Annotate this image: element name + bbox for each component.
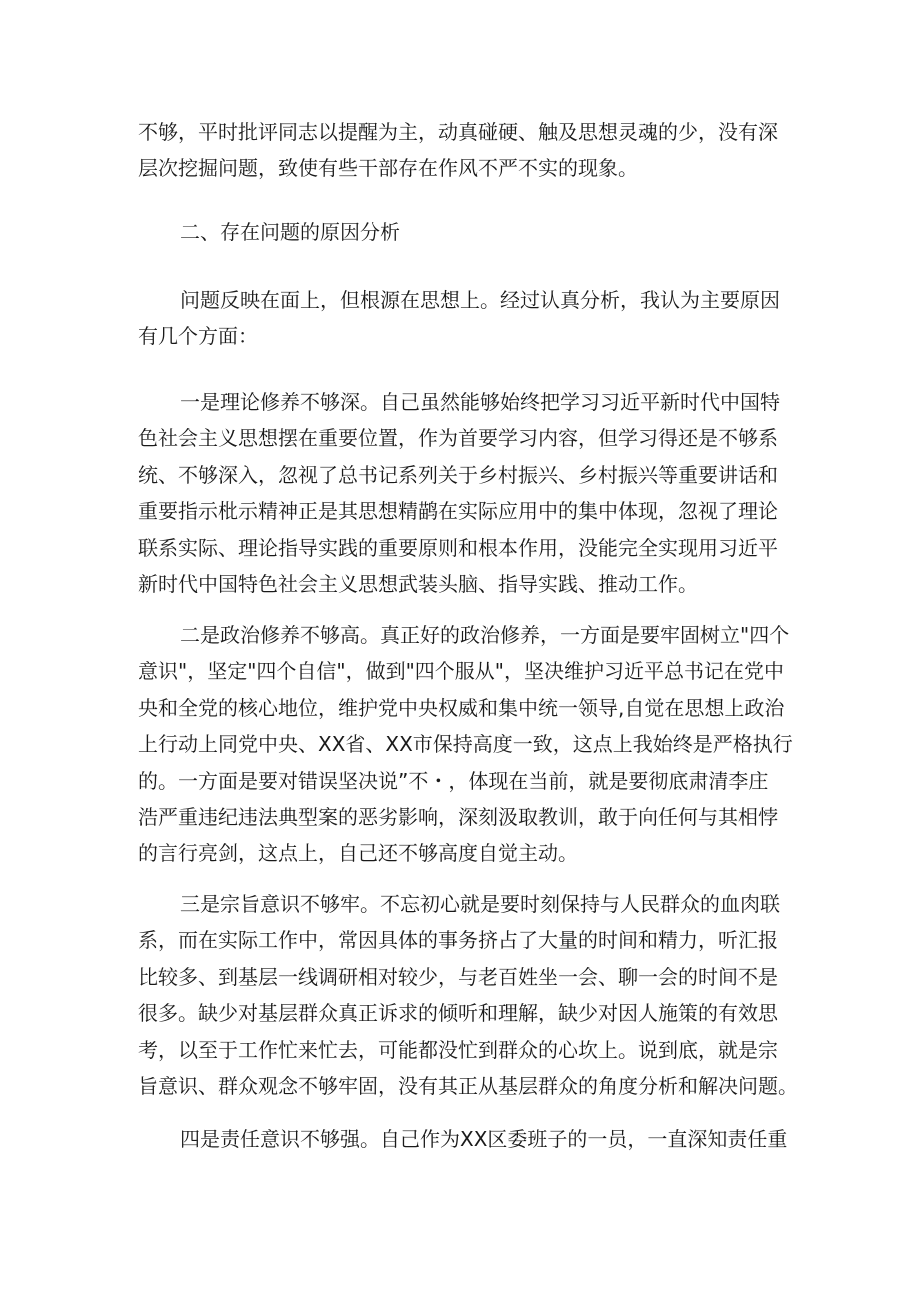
paragraph-politics	[138, 617, 798, 872]
text-line: 的。一方面是要对错误坚决说”不・，体现在当前，就是要彻底肃清李庄	[138, 768, 769, 793]
text-line: 四是责任意识不够强。自己作为XX区委班子的一员，一直深知责任重	[180, 1127, 788, 1151]
text-line: 不够，平时批评同志以提醒为主，动真碰硬、触及思想灵魂的少，没有深	[138, 120, 778, 144]
heading-text: 二、存在问题的原因分析	[180, 220, 400, 244]
text-line: 旨意识、群众观念不够牢固，没有其正从基层群众的角度分析和解决问题。	[138, 1073, 798, 1098]
text-line: 统、不够深入，忽视了总书记系列关于乡村振兴、乡村振兴等重要讲话和	[138, 462, 778, 487]
text-line: 色社会主义思想摆在重要位置，作为首要学习内容，但学习得还是不够系	[138, 426, 778, 451]
paragraph-intro	[138, 282, 798, 355]
paragraph-theory	[138, 384, 798, 602]
paragraph-continuation	[138, 114, 798, 187]
text-line: 新时代中国特色社会主义思想武装头脑、指导实践、推动工作。	[138, 571, 698, 596]
text-line: 层次挖掘问题，致使有些干部存在作风不严不实的现象。	[138, 156, 638, 181]
text-line: 问题反映在面上，但根源在思想上。经过认真分析，我认为主要原因	[180, 288, 780, 312]
text-line: 系，而在实际工作中，常因具体的事务挤占了大量的时间和精力，听汇报	[138, 928, 778, 953]
text-line: 很多。缺少对基层群众真正诉求的倾听和理解，缺少对因人施策的有效思	[138, 1001, 778, 1026]
text-line: 意识"，坚定"四个自信"，做到"四个服从"，坚决维护习近平总书记在党中	[138, 659, 784, 684]
paragraph-purpose	[138, 886, 798, 1104]
section-heading	[138, 214, 798, 250]
text-line: 考，以至于工作忙来忙去，可能都没忙到群众的心坎上。说到底，就是宗	[138, 1037, 778, 1062]
text-line: 央和全党的核心地位，维护党中央权威和集中统一领导,自觉在思想上政治	[138, 695, 785, 720]
text-line: 三是宗旨意识不够牢。不忘初心就是要时刻保持与人民群众的血肉联	[180, 892, 780, 916]
text-line: 联系实际、理论指导实践的重要原则和根本作用，没能完全实现用习近平	[138, 535, 778, 560]
text-line: 二是政治修养不够高。真正好的政治修养，一方面是要牢固树立"四个	[180, 623, 790, 647]
text-line: 上行动上同党中央、XX省、XX市保持高度一致，这点上我始终是严格执行	[138, 732, 793, 757]
text-line: 比较多、到基层一线调研相对较少，与老百姓坐一会、聊一会的时间不是	[138, 964, 778, 989]
text-line: 浩严重违纪违法典型案的恶劣影响，深刻汲取教训，敢于向任何与其相悖	[138, 804, 778, 829]
text-line: 重要指示枇示精神正是其思想精鹋在实际应用中的集中体现，忽视了理论	[138, 499, 778, 524]
text-line: 一是理论修养不够深。自己虽然能够始终把学习习近平新时代中国特	[180, 390, 780, 414]
text-line: 的言行亮剑，这点上，自己还不够高度自觉主动。	[138, 841, 578, 866]
text-line: 有几个方面：	[138, 324, 258, 349]
paragraph-responsibility	[138, 1121, 798, 1157]
